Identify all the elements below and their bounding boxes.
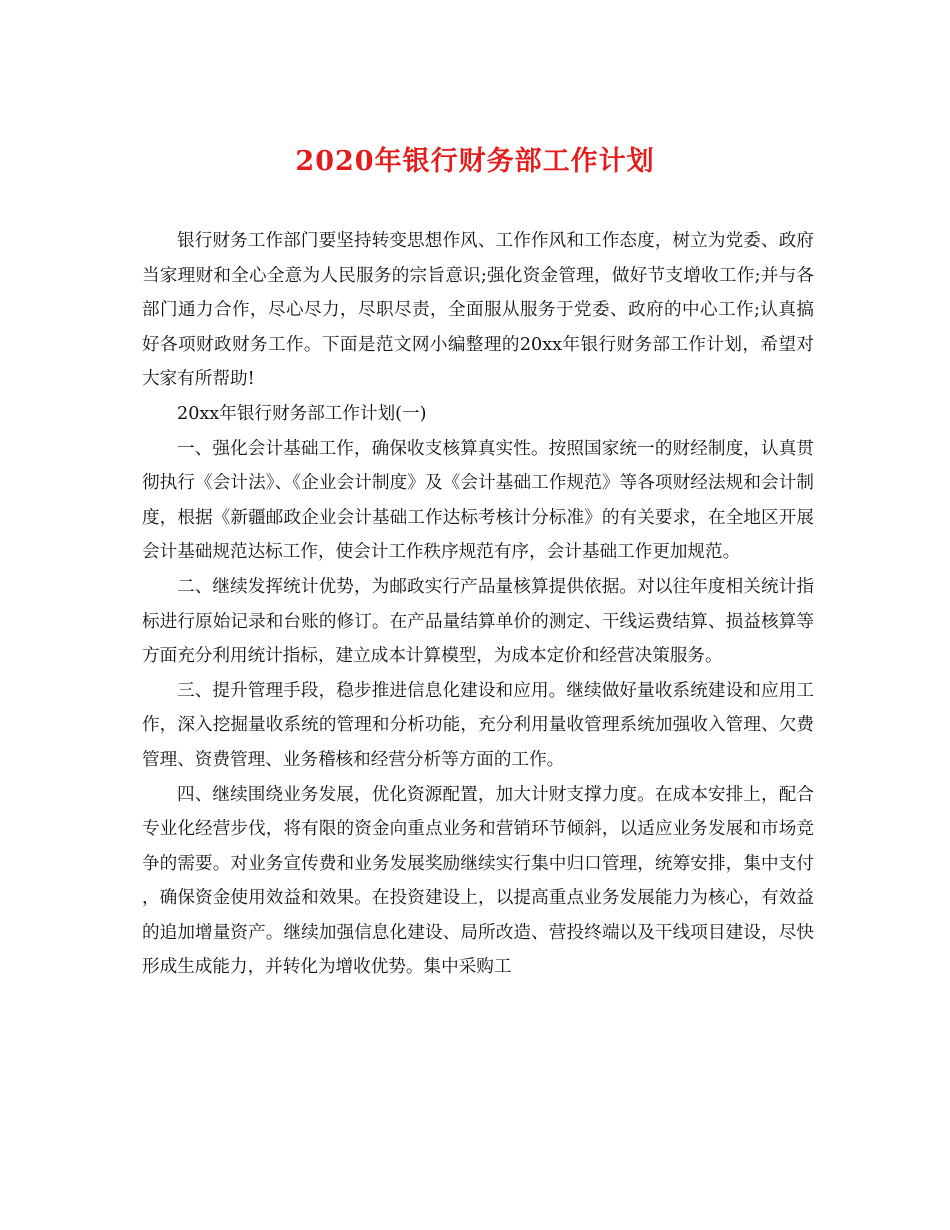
- paragraph-item-4: 四、继续围绕业务发展，优化资源配置，加大计财支撑力度。在成本安排上，配合专业化经营步伐，将有限的资金向重点业务和营销环节倾斜，以适应业务发展和市场竞争的需要。对业务宣传费和业务发展奖励继续实行集中归口管理，统筹安排，集中支付，确保资金使用效益和效果。在投资建设上，以提高重点业务发展能力为核心，有效益的追加增量资产。继续加强信息化建设、局所改造、营投终端以及干线项目建设，尽快形成生成能力，并转化为增收优势。集中采购工: [142, 784, 814, 978]
- section-heading: 20xx年银行财务部工作计划(一): [177, 403, 427, 424]
- paragraph-item-1: 一、强化会计基础工作，确保收支核算真实性。按照国家统一的财经制度，认真贯彻执行《会计法》、《企业会计制度》及《会计基础工作规范》等各项财经法规和会计制度，根据《新疆邮政企业会计基础工作达标考核计分标准》的有关要求，在全地区开展会计基础规范达标工作，使会计工作秩序规范有序，会计基础工作更加规范。: [142, 438, 814, 563]
- paragraph-item-3: 三、提升管理手段，稳步推进信息化建设和应用。继续做好量收系统建设和应用工作，深入挖掘量收系统的管理和分析功能，充分利用量收管理系统加强收入管理、欠费管理、资费管理、业务稽核和经营分析等方面的工作。: [142, 680, 814, 770]
- paragraph-item-2: 二、继续发挥统计优势，为邮政实行产品量核算提供依据。对以往年度相关统计指标进行原始记录和台账的修订。在产品量结算单价的测定、干线运费结算、损益核算等方面充分利用统计指标，建立成本计算模型，为成本定价和经营决策服务。: [142, 576, 814, 667]
- intro-paragraph: 银行财务工作部门要坚持转变思想作风、工作作风和工作态度，树立为党委、政府当家理财和全心全意为人民服务的宗旨意识;强化资金管理，做好节支增收工作;并与各部门通力合作，尽心尽力，尽职尽责，全面服从服务于党委、政府的中心工作;认真搞好各项财政财务工作。下面是范文网小编整理的20xx年银行财务部工作计划，希望对大家有所帮助!: [142, 231, 814, 390]
- document-title: 2020年银行财务部工作计划: [295, 146, 655, 177]
- document-body: [142, 224, 814, 985]
